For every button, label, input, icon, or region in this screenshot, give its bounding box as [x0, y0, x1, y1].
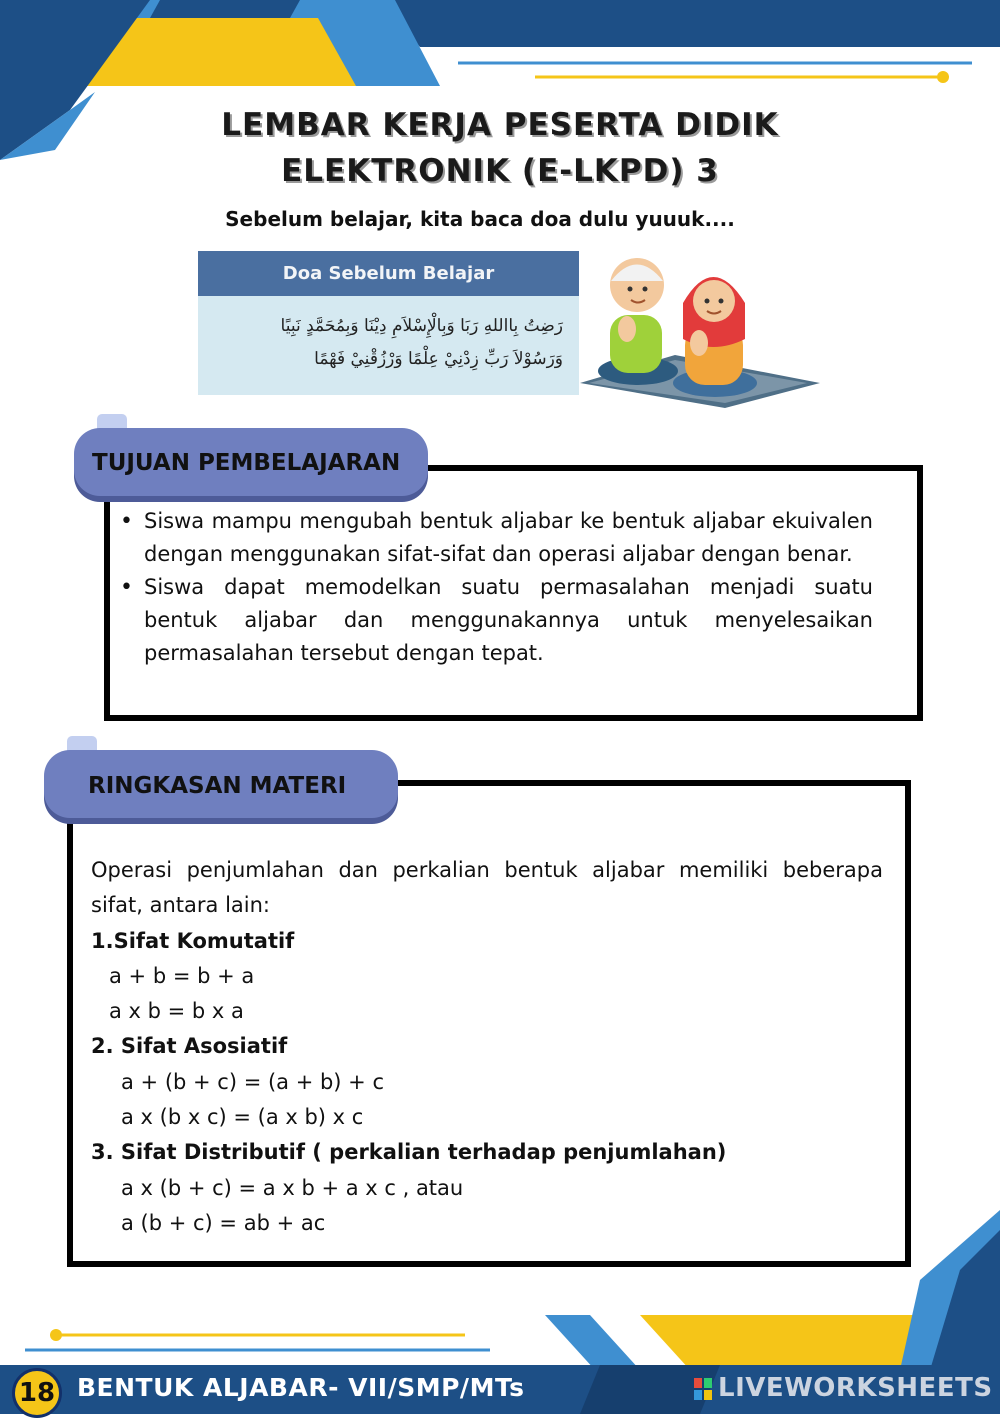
formula-line: a x (b x c) = (a x b) x c: [121, 1105, 364, 1130]
formula-line: a + b = b + a: [109, 963, 255, 988]
ringkasan-label: [44, 750, 398, 818]
doa-arabic-line1: رَضِتُ بِااللهِ رَبَا وَبِالْإِسْلاَمِ دِيْنَا وَبِمُحَمَّدٍ نَبِيًا: [280, 316, 563, 336]
liveworksheets-watermark[interactable]: LIVEWORKSHEETS: [718, 1373, 993, 1403]
doa-arabic-text: [198, 296, 579, 376]
doa-heading: Doa Sebelum Belajar: [198, 251, 579, 296]
formula-line: a + (b + c) = (a + b) + c: [121, 1069, 384, 1094]
ringkasan-intro: Operasi penjumlahan dan perkalian bentuk aljabar memiliki beberapa sifat, antara lain:: [91, 858, 883, 918]
tujuan-label: [74, 428, 428, 496]
doa-arabic-line2: وَرَسُوْلاَ رَبِّ زِدْنِيْ عِلْمًا وَرْزُقْنِيْ فَهْمًا: [314, 349, 563, 369]
list-item: • Siswa dapat memodelkan suatu permasalahan menjadi suatu bentuk aljabar dan menggunakannya untuk menyelesaikan permasalahan tersebut dengan tepat.: [120, 571, 873, 670]
page-subtitle: Sebelum belajar, kita baca doa dulu yuuuk....: [225, 207, 735, 231]
ringkasan-label-text: RINGKASAN MATERI: [88, 773, 347, 799]
formula-line: a x b = b x a: [109, 999, 244, 1024]
formula-line: a x (b + c) = a x b + a x c , atau: [121, 1175, 464, 1200]
tujuan-label-text: TUJUAN PEMBELAJARAN: [92, 450, 401, 476]
tujuan-list: [120, 505, 873, 670]
sifat-komutatif-title: 1.Sifat Komutatif: [91, 928, 295, 953]
page-number-badge: 18: [12, 1368, 62, 1418]
sifat-distributif-title: 3. Sifat Distributif ( perkalian terhadap penjumlahan): [91, 1140, 727, 1165]
praying-children-illustration: [575, 243, 820, 408]
ringkasan-content: [91, 853, 883, 1241]
page-title-line1: LEMBAR KERJA PESERTA DIDIK: [221, 107, 779, 143]
formula-line: a (b + c) = ab + ac: [121, 1210, 326, 1235]
liveworksheets-logo-icon: [694, 1378, 712, 1400]
list-item: • Siswa mampu mengubah bentuk aljabar ke bentuk aljabar ekuivalen dengan menggunakan sifat-sifat dan operasi aljabar dengan benar.: [120, 505, 873, 571]
page-title-line2: ELEKTRONIK (E-LKPD) 3: [281, 153, 719, 189]
sifat-asosiatif-title: 2. Sifat Asosiatif: [91, 1034, 288, 1059]
tujuan-list-container: [120, 505, 873, 670]
footer-title: BENTUK ALJABAR- VII/SMP/MTs: [77, 1373, 525, 1402]
doa-card: [198, 251, 579, 395]
